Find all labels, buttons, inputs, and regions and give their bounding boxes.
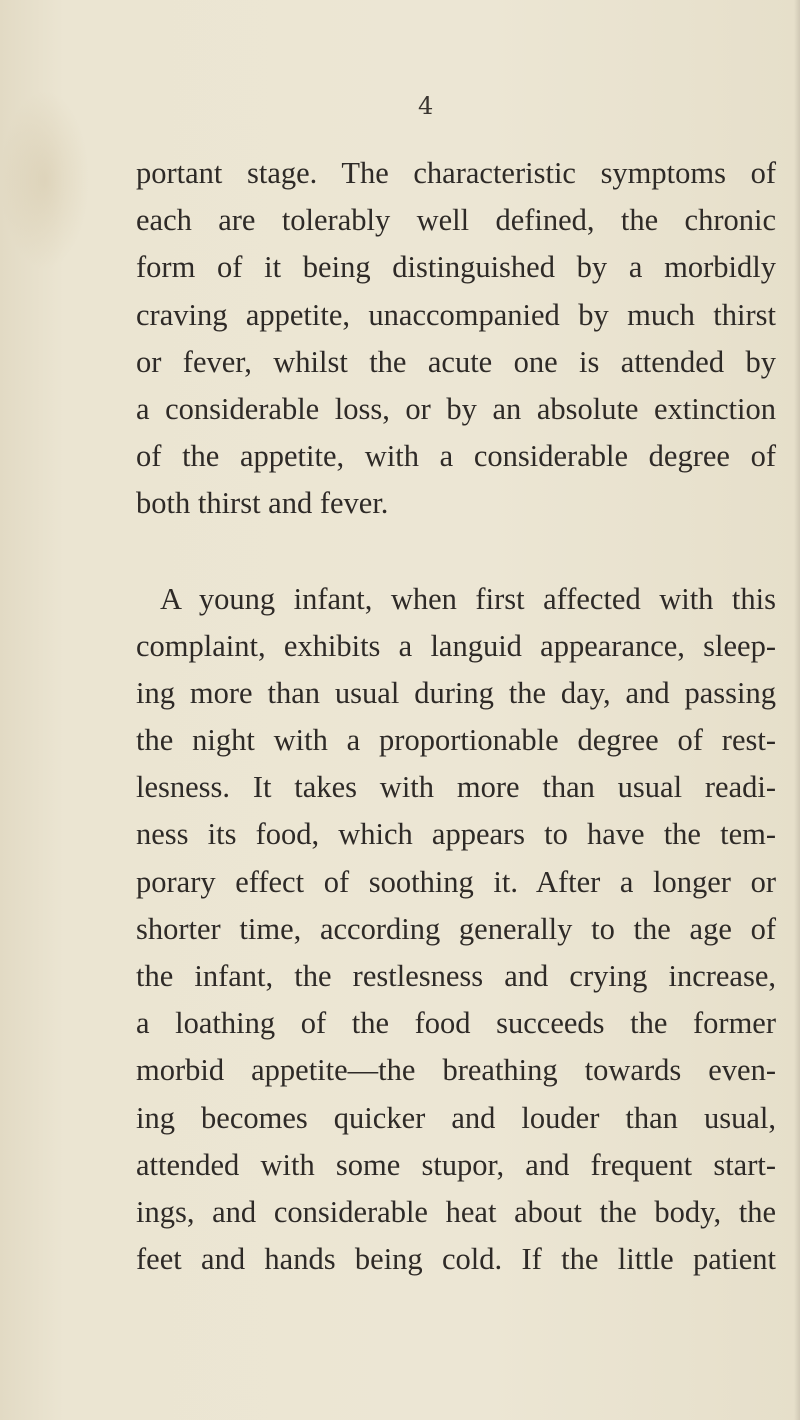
text-line: or fever, whilst the acute one is attended by <box>136 344 776 379</box>
text-line: a considerable loss, or by an absolute extinction <box>136 391 776 426</box>
paragraph-gap <box>136 528 776 576</box>
text-line: porary effect of soothing it. After a longer or <box>136 864 776 899</box>
paragraph-2 <box>136 576 776 1284</box>
text-line: of the appetite, with a considerable degree of <box>136 439 776 474</box>
body-text <box>136 150 776 1283</box>
page-edge-shadow <box>794 0 800 1420</box>
paragraph-1 <box>136 150 776 528</box>
text-line: ings, and considerable heat about the body, the <box>136 1194 776 1229</box>
text-line: the infant, the restlesness and crying increase, <box>136 959 776 993</box>
text-line: A young infant, when first affected with this <box>160 581 776 616</box>
text-line: the night with a proportionable degree of rest- <box>136 723 776 758</box>
text-line: ing becomes quicker and louder than usual, <box>136 1100 776 1135</box>
text-line: each are tolerably well defined, the chronic <box>136 203 776 238</box>
text-line: form of it being distinguished by a morbidly <box>136 250 776 285</box>
text-line: lesness. It takes with more than usual readi- <box>136 770 776 805</box>
text-line: portant stage. The characteristic symptoms of <box>136 156 776 190</box>
text-line: complaint, exhibits a languid appearance, sleep- <box>136 628 776 663</box>
text-line: ing more than usual during the day, and passing <box>136 675 776 710</box>
text-line: a loathing of the food succeeds the former <box>136 1006 776 1041</box>
text-line: attended with some stupor, and frequent start- <box>136 1147 776 1182</box>
text-line: both thirst and fever. <box>136 486 389 521</box>
text-line: craving appetite, unaccompanied by much thirst <box>136 297 776 332</box>
text-line: morbid appetite—the breathing towards even- <box>136 1053 776 1088</box>
text-line: shorter time, according generally to the age of <box>136 911 776 946</box>
paper-stain <box>0 90 90 270</box>
page-number: 4 <box>418 92 434 120</box>
text-line: feet and hands being cold. If the little patient <box>136 1242 776 1277</box>
text-line: ness its food, which appears to have the tem- <box>136 817 776 852</box>
